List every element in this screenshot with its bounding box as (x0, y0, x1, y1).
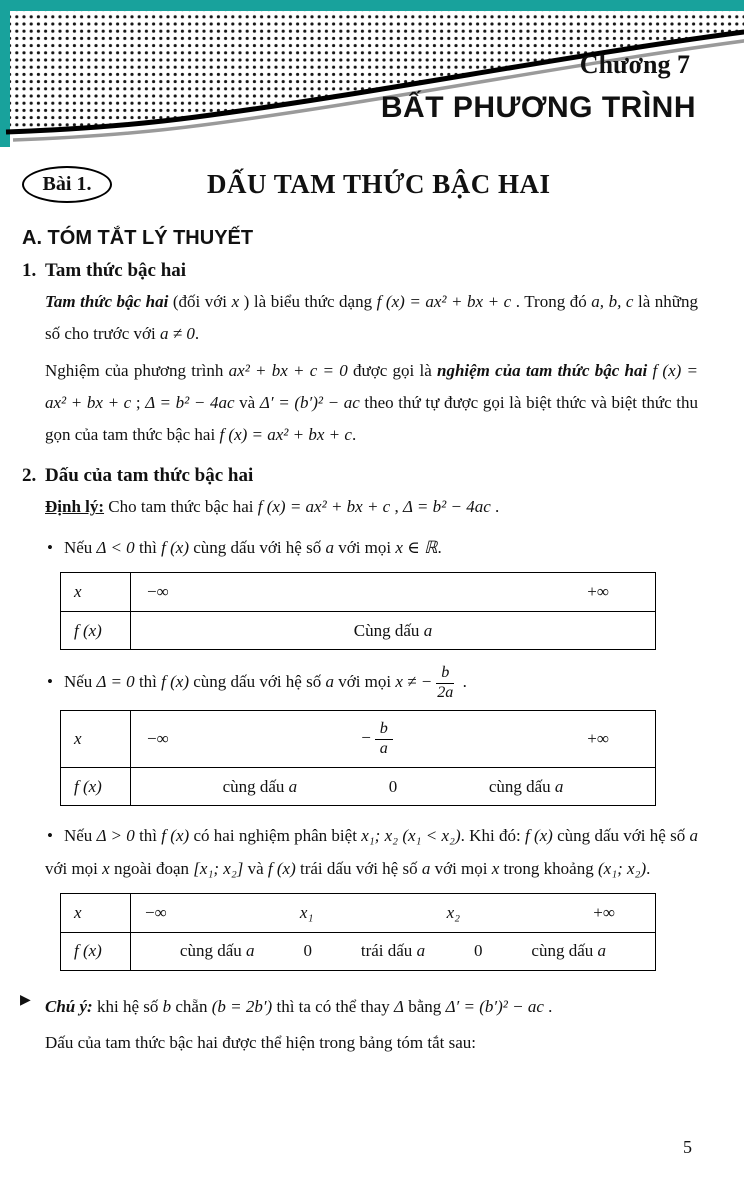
text-segment: thì (134, 672, 162, 692)
text-segment: x₁ (299, 902, 314, 922)
neg-infinity (145, 903, 167, 923)
pos-infinity: +∞ (587, 729, 609, 749)
cell-x-range (131, 894, 655, 932)
text-segment: ) là biểu thức dạng (239, 292, 377, 311)
cell-fx-label: f (x) (61, 933, 131, 970)
text-segment: . Trong đó (511, 292, 592, 311)
text-segment: Tam thức bậc hai (45, 292, 173, 311)
table-row-fx (61, 611, 655, 649)
root-x1 (300, 903, 313, 923)
text-segment: bằng (404, 996, 446, 1016)
text-segment: chẵn (171, 996, 212, 1016)
bullet-text (63, 664, 467, 701)
text-segment: f (x) (267, 858, 296, 878)
text-segment: thì (134, 537, 162, 557)
text-segment: nghiệm của tam thức bậc hai (437, 360, 653, 380)
bullet-icon: • (47, 826, 53, 846)
same-sign-text (531, 941, 606, 961)
text-segment: . (458, 672, 467, 692)
text-segment: với mọi (430, 858, 492, 878)
text-segment: cùng dấu (488, 776, 555, 796)
text-segment: 0 (473, 941, 483, 961)
text-segment: b (162, 996, 172, 1016)
text-segment: Nếu (63, 826, 97, 846)
text-segment: f (x) (524, 826, 553, 846)
text-segment: f (x) (161, 672, 189, 692)
text-segment: x ≠ − (395, 672, 433, 692)
text-segment: a (246, 941, 255, 961)
text-segment: a, b, c (591, 292, 634, 311)
cell-fx-sign (131, 612, 655, 649)
text-segment: − (360, 728, 372, 748)
text-segment: Δ = b² − 4ac (402, 497, 491, 517)
text-segment: a (325, 672, 334, 692)
text-segment: x (491, 858, 500, 878)
neg-infinity: −∞ (147, 582, 169, 602)
sign-table-delta-zero (60, 710, 656, 806)
table-row-fx (61, 767, 655, 805)
text-segment: Nếu (63, 537, 97, 557)
text-segment: thì ta có thể thay (272, 996, 395, 1016)
lesson-title: DẤU TAM THỨC BẬC HAI (207, 169, 551, 199)
text-segment: Δ = 0 (96, 672, 135, 692)
text-segment: và (243, 858, 268, 878)
pos-infinity (593, 903, 615, 923)
text-segment: Chú ý: (45, 996, 93, 1016)
bullet-delta-negative (45, 532, 698, 564)
text-segment: thì (134, 826, 162, 846)
cell-x-label: x (61, 573, 131, 611)
root-fraction (360, 720, 396, 758)
text-segment: Cùng dấu (353, 620, 424, 640)
text-segment: f (x) = ax² + bx + c (219, 425, 352, 445)
text-segment: . (194, 324, 200, 344)
text-segment: a (689, 826, 699, 846)
sign-table-delta-positive (60, 893, 656, 971)
lesson-header (22, 166, 722, 203)
cell-fx-sign (131, 933, 655, 970)
text-segment: cùng dấu (531, 941, 598, 961)
text-segment: ax² + bx + c = 0 (228, 360, 348, 380)
text-segment: a (421, 858, 431, 878)
text-segment: cùng dấu với hệ số (188, 672, 326, 692)
text-segment: x₂ (446, 902, 461, 922)
text-segment: f (x) (161, 826, 190, 846)
bullet-text (64, 538, 442, 557)
text-segment: a (597, 941, 606, 961)
text-segment: Δ (394, 996, 405, 1016)
zero-value: 0 (388, 776, 398, 796)
text-segment: , (390, 497, 403, 517)
text-segment: với mọi (333, 537, 396, 557)
text-segment: +∞ (593, 902, 615, 922)
text-segment: . (437, 537, 442, 557)
text-segment: Nếu (63, 672, 97, 692)
bullet-delta-zero (45, 664, 698, 702)
text-segment: f (x) = ax² + bx + c (45, 360, 699, 412)
text-segment: f (x) = ax² + bx + c (376, 292, 512, 311)
bullet-icon: • (47, 537, 53, 557)
chapter-title: BẤT PHƯƠNG TRÌNH (380, 91, 696, 124)
text-segment: x₁; x₂ (x₁ < x₂) (361, 826, 461, 846)
paragraph-definition (45, 286, 698, 351)
text-segment: a (325, 537, 334, 557)
cell-fx-label: f (x) (61, 612, 131, 649)
bullet-delta-positive (45, 820, 698, 885)
chapter-number: Chương 7 (579, 50, 690, 79)
subsection-1-heading (22, 260, 698, 282)
text-segment: Nghiệm của phương trình (45, 360, 229, 380)
text-segment: trong khoảng (499, 858, 598, 878)
text-segment: khi hệ số (92, 996, 163, 1016)
text-segment: [x₁; x₂] (193, 858, 244, 878)
bullet-text (45, 826, 698, 877)
text-segment: x (102, 858, 110, 878)
zero-value (474, 941, 483, 961)
page-content (0, 227, 744, 971)
note-block (0, 987, 744, 1060)
text-segment: (x₁; x₂) (597, 858, 647, 878)
text-segment: cùng dấu (222, 776, 289, 796)
text-segment: a (423, 620, 433, 640)
text-segment: f (x) (161, 537, 189, 557)
text-segment: . (351, 425, 357, 445)
cell-x-label: x (61, 894, 131, 932)
cell-x-range (131, 573, 655, 611)
subsection-2-number: 2. (22, 465, 37, 487)
text-segment: a (288, 776, 298, 796)
note-line-1 (45, 991, 698, 1023)
text-segment: a ≠ 0 (160, 324, 195, 344)
text-segment: a (416, 941, 426, 961)
text-segment: trái dấu (360, 941, 417, 961)
subsection-2-title: Dấu của tam thức bậc hai (45, 465, 254, 487)
text-segment: x (231, 292, 240, 311)
note-body (45, 987, 698, 1060)
text-segment: . (646, 858, 651, 878)
text-segment: cùng dấu với hệ số (188, 537, 326, 557)
text-segment: Δ′ = (b′)² − ac (445, 996, 544, 1016)
text-segment: cùng dấu với hệ số (552, 826, 690, 846)
text-segment: có hai nghiệm phân biệt (189, 826, 362, 846)
cell-fx-label: f (x) (61, 768, 131, 805)
text-segment: . (490, 497, 500, 517)
table-row-x (61, 894, 655, 932)
table-row-x (61, 711, 655, 767)
sign-table-delta-negative (60, 572, 656, 650)
paragraph-roots-discriminant (45, 355, 698, 452)
text-segment: ; (131, 392, 146, 412)
same-sign-text (223, 777, 298, 797)
text-segment: Δ < 0 (96, 537, 135, 557)
note-marker-icon: ▶ (20, 992, 31, 1008)
text-segment: ngoài đoạn (109, 858, 194, 878)
paragraph-theorem (45, 491, 698, 523)
fraction: $\frac{b}{2a}$ (437, 664, 454, 701)
cell-x-label: x (61, 711, 131, 767)
root-x2 (447, 903, 460, 923)
same-sign-text (354, 621, 432, 641)
text-segment: f (x) = ax² + bx + c (257, 497, 391, 517)
same-sign-text (489, 777, 564, 797)
text-segment: trái dấu với hệ số (295, 858, 422, 878)
text-segment: (b = 2b′) (211, 996, 273, 1016)
text-segment: với mọi (333, 672, 396, 692)
text-segment: Δ = b² − 4ac (145, 392, 235, 412)
table-row-x (61, 573, 655, 611)
text-segment: theo thứ tự được gọi là biệt thức và biệt thức thu gọn của tam thức bậc hai (45, 392, 698, 445)
opposite-sign-text (361, 941, 425, 961)
zero-value (303, 941, 312, 961)
table-row-fx (61, 932, 655, 970)
section-a-heading: A. TÓM TẮT LÝ THUYẾT (22, 227, 254, 249)
neg-infinity: −∞ (147, 729, 169, 749)
text-segment: Cho tam thức bậc hai (104, 497, 258, 517)
chapter-header (0, 0, 744, 150)
text-segment: a (554, 776, 564, 796)
text-segment: x ∈ ℝ (395, 537, 438, 557)
fraction: $\frac{b}{a}$ (375, 720, 393, 758)
note-line-2: Dấu của tam thức bậc hai được thể hiện trong bảng tóm tắt sau: (45, 1033, 477, 1053)
text-segment: được gọi là (347, 360, 437, 380)
cell-x-range (131, 711, 655, 767)
text-segment: Δ′ = (b′)² − ac (259, 392, 360, 412)
bullet-icon: • (47, 672, 53, 692)
text-segment: 0 (303, 941, 312, 961)
text-segment: Δ > 0 (96, 826, 135, 846)
text-segment: với mọi (45, 858, 103, 878)
text-segment: (đối với (172, 292, 232, 311)
same-sign-text (180, 941, 255, 961)
subsection-1-title: Tam thức bậc hai (45, 260, 187, 281)
text-segment: là những số cho trước với (45, 292, 699, 344)
subsection-2-heading (22, 465, 698, 487)
lesson-badge: Bài 1. (22, 166, 112, 203)
text-segment: Định lý: (45, 497, 105, 517)
pos-infinity: +∞ (587, 582, 609, 602)
subsection-1-number: 1. (22, 260, 37, 281)
text-segment: và (234, 392, 260, 412)
page-number: 5 (683, 1137, 692, 1157)
text-segment: . (543, 996, 553, 1016)
text-segment: −∞ (145, 902, 167, 922)
text-segment: . Khi đó: (460, 826, 525, 846)
text-segment: cùng dấu (179, 941, 247, 961)
cell-fx-sign (131, 768, 655, 805)
